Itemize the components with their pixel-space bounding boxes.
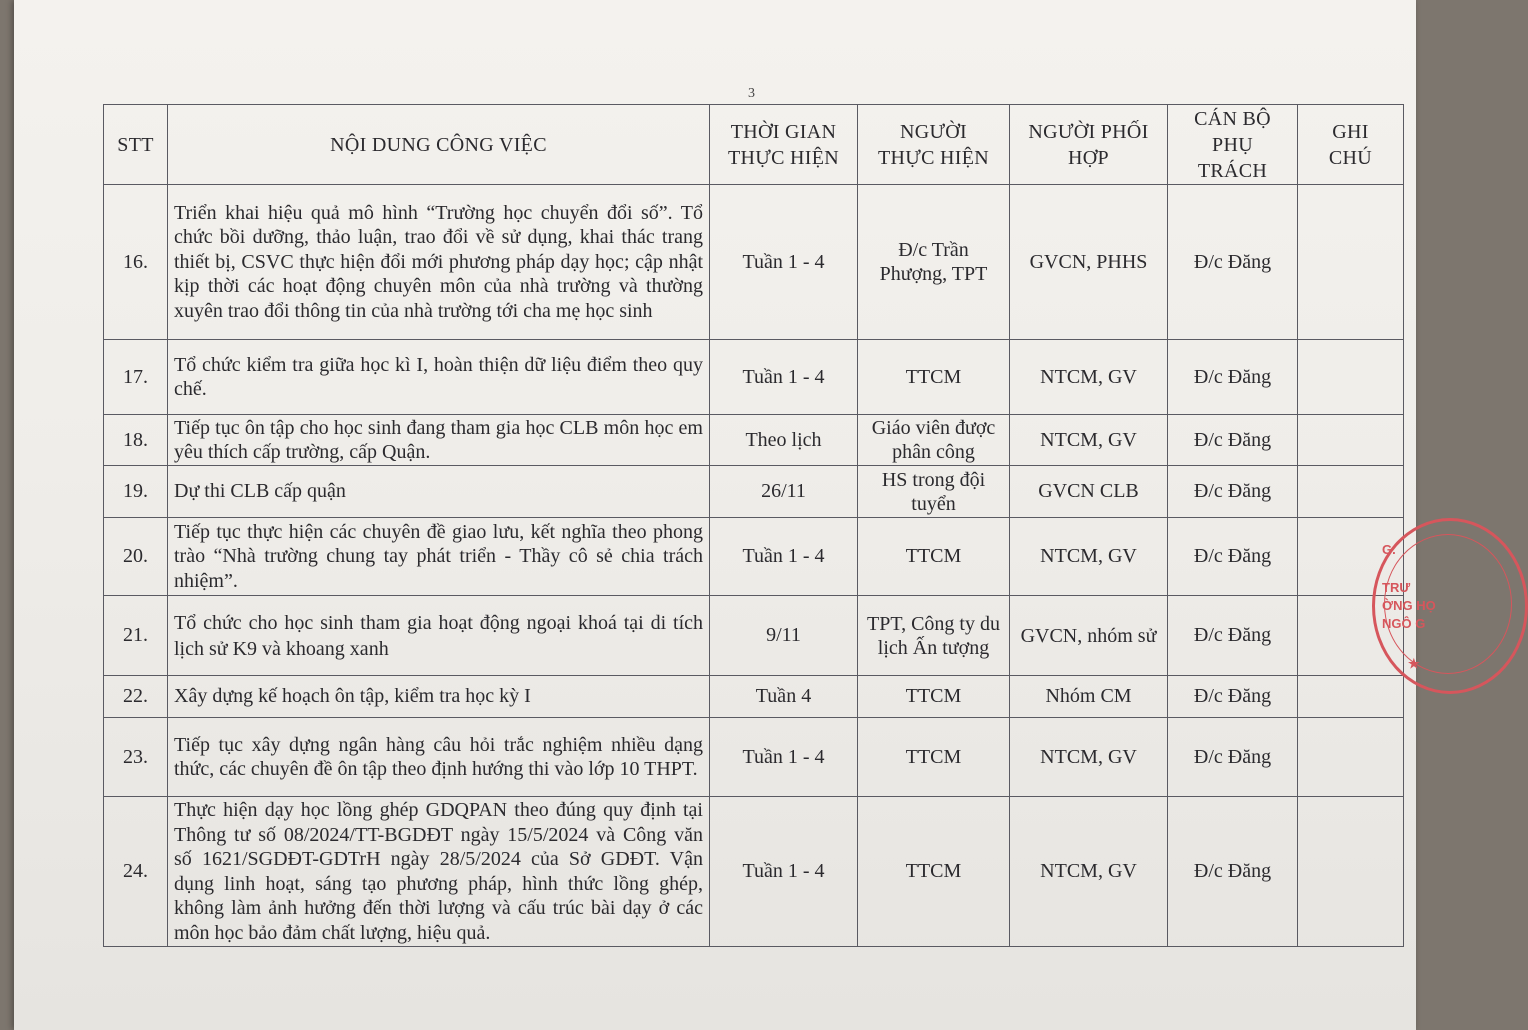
row-supervisor: Đ/c Đăng [1168,415,1298,466]
row-time: Tuần 1 - 4 [710,340,858,415]
row-coordinator: NTCM, GV [1010,340,1168,415]
row-time: Tuần 1 - 4 [710,718,858,797]
header-supervisor-line: CÁN BỘ [1194,107,1271,130]
table-row [104,797,1404,947]
row-stt: 18. [104,415,168,466]
header-note-line: CHÚ [1328,146,1373,169]
row-performer: TTCM [858,718,1010,797]
row-performer: HS trong đội tuyển [858,466,1010,518]
row-time: 9/11 [710,596,858,676]
row-performer: TTCM [858,340,1010,415]
row-stt: 23. [104,718,168,797]
row-content: Thực hiện dạy học lồng ghép GDQPAN theo đúng quy định tại Thông tư số 08/2024/TT-BGDĐT ngày 15/5/2024 và Công văn số 1621/SGDĐT-GDTrH ngày 28/5/2024 của Sở GDĐT. Vận dụng linh hoạt, sáng tạo phương pháp, hình thức lồng ghép, không làm ảnh hưởng đến thời lượng và cấu trúc bài dạy ở các môn học bảo đảm chất lượng, hiệu quả. [168,797,710,947]
school-seal-stamp [1368,518,1436,688]
row-coordinator: Nhóm CM [1010,676,1168,718]
row-content: Triển khai hiệu quả mô hình “Trường học chuyển đổi số”. Tổ chức bồi dưỡng, thảo luận, trao đổi về sử dụng, khai thác trang thiết bị, CSVC thực hiện đổi mới phương pháp dạy học; cập nhật kịp thời các hoạt động chuyên môn của nhà trường và thường xuyên trao đổi thông tin của nhà trường tới cha mẹ học sinh [168,185,710,340]
row-time: Tuần 4 [710,676,858,718]
document-page [14,0,1416,1030]
header-supervisor-line: TRÁCH [1197,159,1268,182]
row-time: Tuần 1 - 4 [710,518,858,596]
row-coordinator: GVCN CLB [1010,466,1168,518]
row-stt: 16. [104,185,168,340]
work-plan-table [103,104,1404,947]
row-note [1298,185,1404,340]
header-time-line: THỰC HIỆN [728,146,839,169]
table-row [104,718,1404,797]
row-note [1298,466,1404,518]
seal-text: G. [1382,542,1396,557]
row-performer: TTCM [858,676,1010,718]
header-stt: STT [104,105,168,185]
row-coordinator: NTCM, GV [1010,415,1168,466]
row-time: 26/11 [710,466,858,518]
seal-text: NGÔ G [1382,616,1426,631]
row-supervisor: Đ/c Đăng [1168,185,1298,340]
row-supervisor: Đ/c Đăng [1168,518,1298,596]
row-coordinator: NTCM, GV [1010,718,1168,797]
row-stt: 20. [104,518,168,596]
row-performer: Đ/c Trần Phượng, TPT [858,185,1010,340]
header-supervisor [1168,105,1298,185]
row-performer: TTCM [858,797,1010,947]
row-content: Dự thi CLB cấp quận [168,466,710,518]
table-row [104,340,1404,415]
row-stt: 22. [104,676,168,718]
row-coordinator: GVCN, nhóm sử [1010,596,1168,676]
row-coordinator: GVCN, PHHS [1010,185,1168,340]
row-note [1298,415,1404,466]
table-row [104,518,1404,596]
header-time-line: THỜI GIAN [730,120,837,143]
row-supervisor: Đ/c Đăng [1168,797,1298,947]
seal-text: TRƯ [1382,580,1411,595]
row-performer: Giáo viên được phân công [858,415,1010,466]
header-note [1298,105,1404,185]
row-coordinator: NTCM, GV [1010,518,1168,596]
header-performer-line: THỰC HIỆN [878,146,989,169]
row-note [1298,718,1404,797]
header-coordinator-line: NGƯỜI PHỐI [1028,120,1149,143]
table-header-row [104,105,1404,185]
row-supervisor: Đ/c Đăng [1168,340,1298,415]
row-performer: TPT, Công ty du lịch Ấn tượng [858,596,1010,676]
table-row [104,466,1404,518]
row-stt: 21. [104,596,168,676]
table-row [104,676,1404,718]
row-note [1298,340,1404,415]
row-content: Tiếp tục ôn tập cho học sinh đang tham gia học CLB môn học em yêu thích cấp trường, cấp Quận. [168,415,710,466]
header-content: NỘI DUNG CÔNG VIỆC [168,105,710,185]
header-performer [858,105,1010,185]
row-content: Tổ chức kiểm tra giữa học kì I, hoàn thiện dữ liệu điểm theo quy chế. [168,340,710,415]
row-time: Tuần 1 - 4 [710,185,858,340]
row-supervisor: Đ/c Đăng [1168,676,1298,718]
row-time: Theo lịch [710,415,858,466]
row-stt: 19. [104,466,168,518]
row-time: Tuần 1 - 4 [710,797,858,947]
seal-star-icon: ★ [1408,656,1420,671]
table-row [104,185,1404,340]
header-coordinator [1010,105,1168,185]
row-stt: 24. [104,797,168,947]
row-content: Xây dựng kế hoạch ôn tập, kiểm tra học kỳ I [168,676,710,718]
header-time [710,105,858,185]
row-stt: 17. [104,340,168,415]
seal-text: ỜNG HỌ [1382,598,1436,613]
row-performer: TTCM [858,518,1010,596]
table-row [104,596,1404,676]
header-note-line: GHI [1332,120,1369,143]
row-content: Tiếp tục thực hiện các chuyên đề giao lưu, kết nghĩa theo phong trào “Nhà trường chung tay phát triển - Thầy cô sẻ chia trách nhiệm”. [168,518,710,596]
row-content: Tổ chức cho học sinh tham gia hoạt động ngoại khoá tại di tích lịch sử K9 và khoang xanh [168,596,710,676]
row-supervisor: Đ/c Đăng [1168,718,1298,797]
table-row [104,415,1404,466]
row-coordinator: NTCM, GV [1010,797,1168,947]
header-performer-line: NGƯỜI [899,120,967,143]
row-supervisor: Đ/c Đăng [1168,596,1298,676]
row-note [1298,797,1404,947]
row-content: Tiếp tục xây dựng ngân hàng câu hỏi trắc nghiệm nhiều dạng thức, các chuyên đề ôn tập theo định hướng thi vào lớp 10 THPT. [168,718,710,797]
row-supervisor: Đ/c Đăng [1168,466,1298,518]
header-coordinator-line: HỢP [1068,146,1109,169]
page-number: 3 [748,86,755,101]
header-supervisor-line: PHỤ [1212,133,1253,156]
